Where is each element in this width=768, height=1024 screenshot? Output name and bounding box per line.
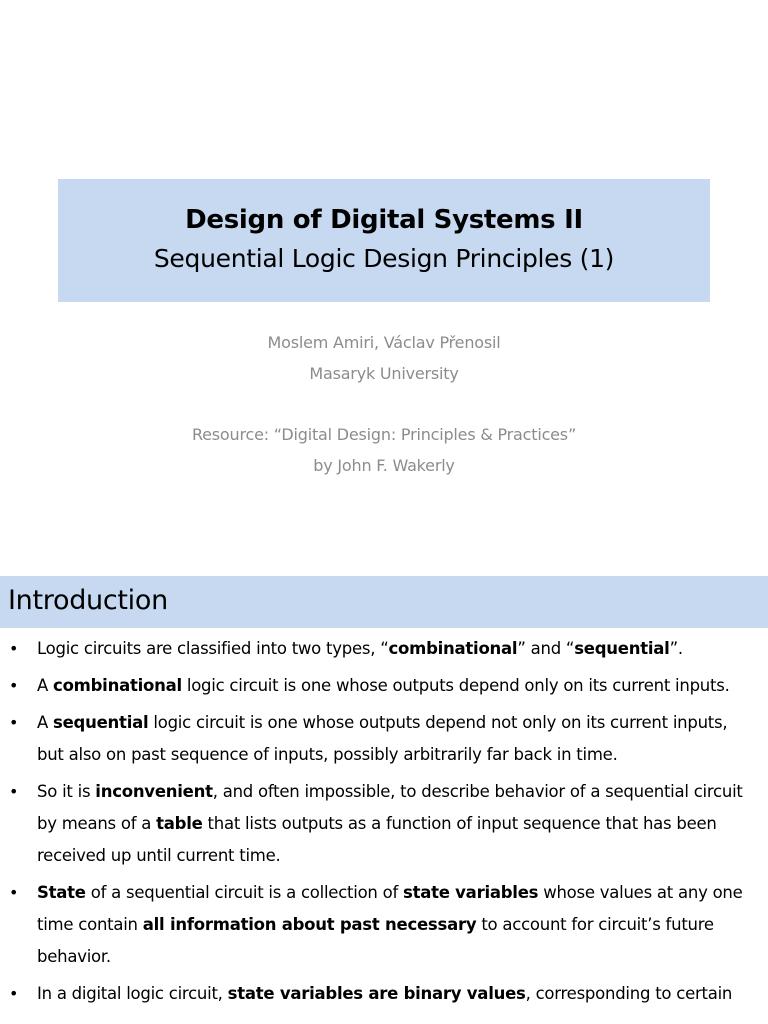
resource-line: Resource: “Digital Design: Principles & Practices” bbox=[191, 425, 577, 444]
bullet-text: So it is bbox=[37, 782, 96, 801]
bullet-marker: • bbox=[9, 676, 19, 695]
document-subtitle: Sequential Logic Design Principles (1) bbox=[153, 244, 615, 273]
bullet-emphasis: sequential bbox=[574, 639, 670, 658]
bullet-text: logic circuit is one whose outputs depend only on its current inputs. bbox=[181, 676, 730, 695]
bullet-text: that lists outputs as a function of input sequence that has been received up until current time. bbox=[37, 814, 717, 865]
bullet-text: of a sequential circuit is a collection of bbox=[85, 883, 404, 902]
section-header bbox=[0, 576, 768, 628]
bullet-text: logic circuit is one whose outputs depend not only on its current inputs, but also on past sequence of inputs, possibly arbitrarily far back in time. bbox=[37, 713, 728, 764]
bullet-emphasis: combinational bbox=[53, 676, 182, 695]
resource-author-line: by John F. Wakerly bbox=[313, 456, 455, 475]
bullet-text: Logic circuits are classified into two types, “ bbox=[37, 639, 389, 658]
section-heading: Introduction bbox=[8, 585, 168, 616]
bullet-marker: • bbox=[9, 639, 19, 658]
document-title: Design of Digital Systems II bbox=[185, 205, 583, 235]
bullet-emphasis: table bbox=[156, 814, 203, 833]
bullet-text: In a digital logic circuit, bbox=[37, 984, 228, 1003]
bullet-marker: • bbox=[9, 782, 19, 801]
bullet-item bbox=[0, 670, 768, 702]
bullet-text: to account for circuit’s future behavior. bbox=[37, 915, 714, 966]
bullet-item bbox=[0, 633, 768, 665]
bullet-emphasis: state variables bbox=[403, 883, 539, 902]
bullet-emphasis: state variables are binary values bbox=[227, 984, 526, 1003]
bullet-marker: • bbox=[9, 883, 19, 902]
bullet-item bbox=[0, 707, 768, 771]
bullet-item bbox=[0, 978, 768, 1010]
bullet-emphasis: combinational bbox=[388, 639, 518, 658]
bullet-text: ” and “ bbox=[517, 639, 575, 658]
bullet-item bbox=[0, 877, 768, 973]
bullet-text: , and often impossible, to describe behavior of a sequential circuit by means of a bbox=[37, 782, 743, 833]
university-line: Masaryk University bbox=[309, 364, 459, 383]
bullet-text: ”. bbox=[669, 639, 683, 658]
bullet-item bbox=[0, 776, 768, 872]
bullet-marker: • bbox=[9, 984, 19, 1003]
bullet-text: A bbox=[37, 713, 54, 732]
bullet-list bbox=[0, 633, 768, 1015]
bullet-emphasis: all information about past necessary bbox=[142, 915, 477, 934]
bullet-text: , corresponding to certain bbox=[525, 984, 733, 1003]
bullet-marker: • bbox=[9, 713, 19, 732]
bullet-emphasis: State bbox=[37, 883, 86, 902]
authors-line: Moslem Amiri, Václav Přenosil bbox=[267, 333, 501, 352]
bullet-text: A bbox=[37, 676, 54, 695]
bullet-text: whose values at any one time contain bbox=[37, 883, 743, 934]
title-banner bbox=[58, 179, 710, 302]
bullet-emphasis: sequential bbox=[53, 713, 149, 732]
bullet-emphasis: inconvenient bbox=[95, 782, 213, 801]
